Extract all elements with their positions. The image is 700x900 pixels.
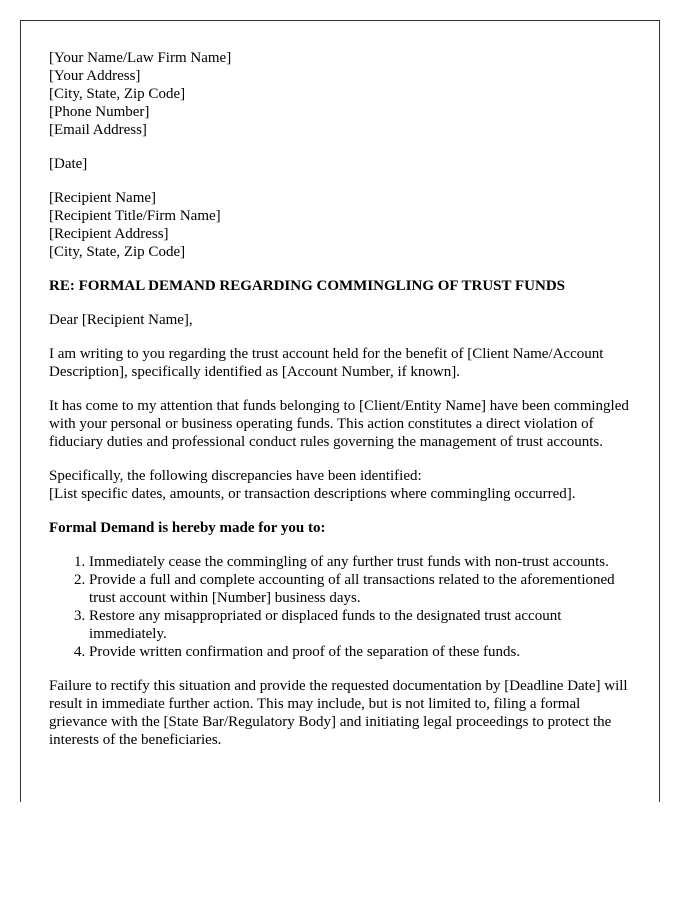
discrepancies-paragraph <box>49 467 631 503</box>
paragraph: It has come to my attention that funds belonging to [Client/Entity Name] have been commingled with your personal or business operating funds. This action constitutes a direct violation of fiduciary duties and professional conduct rules governing the management of trust accounts. <box>49 398 629 450</box>
sender-address: [Your Address] <box>49 68 141 84</box>
demand-item: 1. Immediately cease the commingling of any further trust funds with non-trust accounts. <box>89 553 631 571</box>
demand-list <box>49 553 631 661</box>
subject-line: RE: FORMAL DEMAND REGARDING COMMINGLING OF TRUST FUNDS <box>49 278 565 294</box>
discrepancies-placeholder: [List specific dates, amounts, or transaction descriptions where commingling occurred]. <box>49 486 576 502</box>
salutation: Dear [Recipient Name], <box>49 312 193 328</box>
sender-phone: [Phone Number] <box>49 104 150 120</box>
sender-block <box>49 49 631 139</box>
letter-page <box>20 20 660 802</box>
recipient-address: [Recipient Address] <box>49 226 169 242</box>
sender-name: [Your Name/Law Firm Name] <box>49 50 232 66</box>
demand-item: 4. Provide written confirmation and proof of the separation of these funds. <box>89 643 631 661</box>
letter-date: [Date] <box>49 156 88 172</box>
demand-item: 3. Restore any misappropriated or displaced funds to the designated trust account immediately. <box>89 607 631 643</box>
demand-heading: Formal Demand is hereby made for you to: <box>49 520 326 536</box>
closing-paragraph: Failure to rectify this situation and provide the requested documentation by [Deadline Date] will result in immediate further action. This may include, but is not limited to, filing a formal grievance with the [State Bar/Regulatory Body] and initiating legal proceedings to protect the interests of the beneficiaries. <box>49 678 628 748</box>
recipient-name: [Recipient Name] <box>49 190 157 206</box>
sender-city: [City, State, Zip Code] <box>49 86 186 102</box>
discrepancies-intro: Specifically, the following discrepancies have been identified: <box>49 468 422 484</box>
paragraph: I am writing to you regarding the trust account held for the benefit of [Client Name/Account Description], specifically identified as [Account Number, if known]. <box>49 346 604 380</box>
sender-email: [Email Address] <box>49 122 147 138</box>
demand-item: 2. Provide a full and complete accounting of all transactions related to the aforementioned trust account within [Number] business days. <box>89 571 631 607</box>
recipient-title: [Recipient Title/Firm Name] <box>49 208 221 224</box>
recipient-city: [City, State, Zip Code] <box>49 244 186 260</box>
recipient-block <box>49 189 631 261</box>
